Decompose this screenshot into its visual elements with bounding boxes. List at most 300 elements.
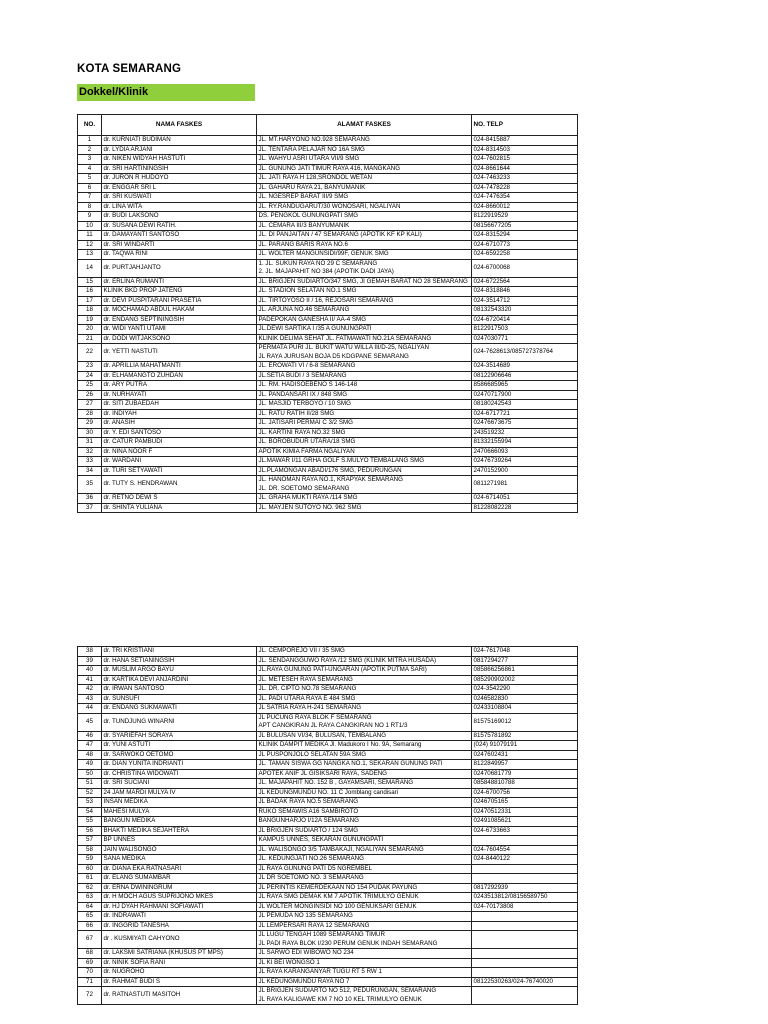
table-row: [78, 145, 578, 155]
cell-nama: dr. TAQWA RINI: [102, 250, 257, 260]
cell-nama: dr. SYARIEFAH SORAYA: [102, 731, 257, 741]
table-row: [78, 826, 578, 836]
alamat-line: JL. TENTARA PELAJAR NO 16A SMG: [258, 145, 365, 153]
cell-telp: 024-6722564: [472, 277, 578, 287]
alamat-line: JL. JATISARI PERMAI C 3/2 SMG: [258, 419, 353, 426]
cell-alamat: [257, 788, 472, 798]
section-subtitle: Dokkel/Klinik: [77, 84, 255, 101]
table-row: [78, 334, 578, 344]
cell-no: 27: [78, 400, 102, 410]
cell-nama: dr. WIDI YANTI UTAMI: [102, 325, 257, 335]
cell-nama: dr. ELHAMANGTO ZUHDAN: [102, 371, 257, 381]
cell-nama: dr. LAKSMI SATRIANA (KHUSUS PT MPS): [102, 949, 257, 959]
cell-telp: 024-6717721: [472, 409, 578, 419]
alamat-line: JL. RM. HADISOEBENO S 146-148: [258, 381, 358, 388]
alamat-line: RUKO SEMAWIS A16 SAMBIROTO: [258, 807, 359, 815]
alamat-line: JL WOLTER MONGINSIDI NO 100 GENUKSARI GENUK: [258, 902, 417, 910]
cell-telp: 0247602431: [472, 750, 578, 760]
table-row: [78, 647, 578, 657]
cell-alamat: [257, 438, 472, 448]
cell-alamat: [257, 666, 472, 676]
cell-nama: dr. LYDIA ARJANI: [102, 145, 257, 155]
cell-alamat: [257, 409, 472, 419]
cell-nama: dr. KARTIKA DEVI ANJARDINI: [102, 675, 257, 685]
cell-no: 21: [78, 334, 102, 344]
alamat-line: JL BRIGJEN SUDIARTO / 124 SMG: [258, 826, 359, 834]
cell-telp: 024-70173808: [472, 902, 578, 912]
alamat-line: JL SATRIA RAYA H-241 SEMARANG: [258, 704, 362, 711]
table-row: [78, 390, 578, 400]
header-no: NO.: [78, 115, 102, 136]
cell-alamat: [257, 750, 472, 760]
cell-telp: 81332155994: [472, 438, 578, 448]
table-row: [78, 174, 578, 184]
cell-nama: dr. ENGGAR SRI L: [102, 183, 257, 193]
cell-alamat: [257, 381, 472, 391]
cell-alamat: [257, 902, 472, 912]
cell-no: 45: [78, 713, 102, 731]
cell-no: 43: [78, 694, 102, 704]
cell-alamat: [257, 277, 472, 287]
cell-no: 39: [78, 656, 102, 666]
alamat-line: JL LUGU TENGAH 1089 SEMARANG TIMUR: [258, 931, 385, 938]
cell-alamat: [257, 457, 472, 467]
cell-nama: dr. IRWAN SANTOSO: [102, 685, 257, 695]
cell-nama: dr. ARY PUTRA: [102, 381, 257, 391]
cell-telp: 024-8415887: [472, 136, 578, 146]
table-row: [78, 855, 578, 865]
alamat-line: JL RAYA JURUSAN BOJA D5 KDGPANE SEMARANG: [258, 352, 409, 360]
alamat-line: JL. MAJAPAHIT NO. 152 B , GAYAMSARI, SEMARANG: [258, 779, 414, 786]
cell-alamat: [257, 221, 472, 231]
cell-telp: 02476739264: [472, 457, 578, 467]
cell-nama: dr. H MOCH AGUS SUPRIJONO MKES: [102, 893, 257, 903]
cell-no: 12: [78, 240, 102, 250]
cell-alamat: [257, 826, 472, 836]
cell-no: 4: [78, 164, 102, 174]
cell-no: 68: [78, 949, 102, 959]
cell-telp: 81575781892: [472, 731, 578, 741]
cell-telp: [472, 931, 578, 949]
cell-telp: 81575169012: [472, 713, 578, 731]
cell-telp: 024-6700756: [472, 788, 578, 798]
cell-nama: BANGUN MEDIKA: [102, 817, 257, 827]
alamat-line: JL. JATI RAYA H 128,SRONDOL WETAN: [258, 174, 372, 181]
cell-nama: dr. DIANA EKA RATNASARI: [102, 864, 257, 874]
cell-alamat: [257, 731, 472, 741]
cell-nama: dr. YUNI ASTUTI: [102, 741, 257, 751]
table-row: [78, 741, 578, 751]
cell-telp: 024-7476354: [472, 193, 578, 203]
table-row: [78, 371, 578, 381]
alamat-line: JL RAYA KARANGANYAR TUGU RT 5 RW 1: [258, 968, 382, 975]
cell-alamat: [257, 344, 472, 362]
cell-no: 52: [78, 788, 102, 798]
alamat-line: JL BULUSAN VI/34, BULUSAN, TEMBALANG: [258, 731, 387, 739]
cell-nama: JAIN WALISONGO: [102, 845, 257, 855]
cell-telp: 08156677205: [472, 221, 578, 231]
cell-telp: 08180242543: [472, 400, 578, 410]
cell-nama: dr. DEVI PUSPITARANI PRASETIA: [102, 296, 257, 306]
cell-alamat: [257, 202, 472, 212]
cell-nama: SANA MEDIKA: [102, 855, 257, 865]
cell-no: 33: [78, 457, 102, 467]
cell-nama: dr. ANASIH: [102, 419, 257, 429]
cell-telp: 0817294277: [472, 656, 578, 666]
cell-alamat: [257, 334, 472, 344]
cell-telp: 243519232: [472, 428, 578, 438]
alamat-line: KAMPUS UNNES, SEKARAN GUNUNGPATI: [258, 836, 384, 843]
table-row: [78, 494, 578, 504]
cell-alamat: [257, 931, 472, 949]
cell-telp: 024-3514689: [472, 362, 578, 372]
cell-telp: 024-6710773: [472, 240, 578, 250]
table-row: [78, 666, 578, 676]
cell-no: 32: [78, 447, 102, 457]
cell-no: 40: [78, 666, 102, 676]
table-row: [78, 164, 578, 174]
table-row: [78, 344, 578, 362]
cell-alamat: [257, 136, 472, 146]
cell-alamat: [257, 400, 472, 410]
cell-alamat: [257, 466, 472, 476]
alamat-line: JL. DR. SOETOMO SEMARANG: [258, 484, 350, 492]
cell-alamat: [257, 977, 472, 987]
cell-no: 10: [78, 221, 102, 231]
cell-telp: [472, 836, 578, 846]
cell-no: 37: [78, 503, 102, 513]
alamat-line: JL. CEMPOREJO VII / 35 SMG: [258, 647, 345, 654]
cell-no: 13: [78, 250, 102, 260]
cell-alamat: [257, 390, 472, 400]
table-row: [78, 325, 578, 335]
alamat-line: JL. DR. CIPTO NO.78 SEMARANG: [258, 685, 357, 692]
cell-telp: 085848810788: [472, 779, 578, 789]
cell-no: 49: [78, 760, 102, 770]
cell-nama: dr. SRI WINDARTI: [102, 240, 257, 250]
cell-nama: dr. KURNIATI BUDIMAN: [102, 136, 257, 146]
cell-nama: dr. YETTI NASTUTI: [102, 344, 257, 362]
cell-alamat: [257, 155, 472, 165]
cell-alamat: [257, 958, 472, 968]
cell-nama: dr. INDIYAH: [102, 409, 257, 419]
alamat-line: JL.MAWAR I/11 GRHA GOLF S.MULYO TEMBALANG SMG: [258, 457, 425, 464]
table-row: [78, 958, 578, 968]
alamat-line: JL. EROWATI VI / 6-8 SEMARANG: [258, 362, 356, 369]
cell-nama: dr. CATUR PAMBUDI: [102, 438, 257, 448]
alamat-line: JL. GUNUNG JATI TIMUR RAYA 416, MANGKANG: [258, 164, 401, 172]
alamat-line: JL.DEWI SARTIKA I /35 A GUNUNGPATI: [258, 325, 372, 332]
cell-nama: dr. Y. EDI SANTOSO: [102, 428, 257, 438]
header-telp: NO. TELP: [472, 115, 578, 136]
cell-alamat: [257, 883, 472, 893]
cell-telp: [472, 912, 578, 922]
alamat-line: JL. GAHARU RAYA 21, BANYUMANIK: [258, 183, 366, 191]
table-row: [78, 836, 578, 846]
cell-nama: dr. INDRAWATI: [102, 912, 257, 922]
alamat-line: JL DR SOETOMO NO. 3 SEMARANG: [258, 874, 364, 881]
cell-no: 29: [78, 419, 102, 429]
cell-nama: dr. JURON R HUDOYO: [102, 174, 257, 184]
alamat-line: APOTEK ANIF JL GISIKSARI RAYA, SADENG: [258, 769, 387, 777]
alamat-line: JL. MT.HARYONO NO.928 SEMARANG: [258, 136, 370, 143]
cell-alamat: [257, 164, 472, 174]
alamat-line: JL. METESEH RAYA SEMARANG: [258, 675, 353, 683]
cell-alamat: [257, 968, 472, 978]
alamat-line: JL. MAYJEN SUTOYO NO. 962 SMG: [258, 503, 362, 511]
alamat-line: JL. RY.RANDUGARUT/30 WONOSARI, NGALIYAN: [258, 202, 401, 210]
cell-nama: dr. CHRISTINA WIDOWATI: [102, 769, 257, 779]
table-row: [78, 315, 578, 325]
cell-telp: 8586685965: [472, 381, 578, 391]
cell-telp: 0817292939: [472, 883, 578, 893]
cell-telp: [472, 968, 578, 978]
table-row: [78, 155, 578, 165]
cell-no: 41: [78, 675, 102, 685]
cell-alamat: [257, 259, 472, 277]
cell-no: 48: [78, 750, 102, 760]
cell-telp: 02476673675: [472, 419, 578, 429]
table-row: [78, 798, 578, 808]
alamat-line: JL. PARANG BARIS RAYA NO.6: [258, 240, 348, 248]
cell-no: 61: [78, 874, 102, 884]
table-row: [78, 931, 578, 949]
table-row: [78, 212, 578, 222]
alamat-line: JL KEDUNGMUNDU RAYA NO 7: [258, 977, 350, 985]
cell-alamat: [257, 921, 472, 931]
table-header-row: [78, 115, 578, 136]
table-row: [78, 231, 578, 241]
cell-nama: dr. SARWOKO OETOMO: [102, 750, 257, 760]
cell-nama: BP UNNES: [102, 836, 257, 846]
cell-telp: 024-8314503: [472, 145, 578, 155]
cell-nama: dr. NIKEN WIDYAH HASTUTI: [102, 155, 257, 165]
table-row: [78, 769, 578, 779]
alamat-line: JL SARWO EDI WIBOWO NO 234: [258, 949, 354, 956]
cell-no: 5: [78, 174, 102, 184]
alamat-line: JL. MASJID TERBOYO / 10 SMG: [258, 400, 351, 407]
alamat-line: JL. SENDANGGUWO RAYA /12 SMG (KLINIK MITRA HUSADA): [258, 656, 437, 664]
cell-no: 30: [78, 428, 102, 438]
cell-alamat: [257, 874, 472, 884]
cell-telp: 024-3514712: [472, 296, 578, 306]
table-row: [78, 893, 578, 903]
table-row: [78, 949, 578, 959]
table-row: [78, 503, 578, 513]
cell-telp: 024-7604554: [472, 845, 578, 855]
cell-no: 9: [78, 212, 102, 222]
alamat-line: JL. TAMAN SISWA GG NANGKA NO.1, SEKARAN GUNUNG PATI: [258, 760, 443, 767]
alamat-line: JL. HANOMAN RAYA NO.1, KRAPYAK SEMARANG: [258, 476, 403, 483]
table-row: [78, 704, 578, 714]
alamat-line: JL BRIGJEN SUDIARTO NO 512, PEDURUNGAN, SEMARANG: [258, 987, 437, 994]
cell-alamat: [257, 362, 472, 372]
cell-no: 72: [78, 987, 102, 1005]
cell-nama: dr. SUNSUFI: [102, 694, 257, 704]
cell-nama: dr. TUTY S. HENDRAWAN: [102, 476, 257, 494]
cell-alamat: [257, 240, 472, 250]
cell-nama: dr. BUDI LAKSONO: [102, 212, 257, 222]
cell-telp: [472, 864, 578, 874]
table-row: [78, 296, 578, 306]
cell-nama: dr. RETNO DEWI S: [102, 494, 257, 504]
cell-alamat: [257, 855, 472, 865]
cell-nama: dr. SRI KUSWATI: [102, 193, 257, 203]
table-row: [78, 750, 578, 760]
cell-telp: 08132543320: [472, 306, 578, 316]
cell-alamat: [257, 494, 472, 504]
table-row: [78, 277, 578, 287]
table-row: [78, 428, 578, 438]
cell-telp: [472, 958, 578, 968]
cell-no: 15: [78, 277, 102, 287]
cell-no: 22: [78, 344, 102, 362]
cell-no: 36: [78, 494, 102, 504]
cell-nama: dr. TUNDJUNG WINARNI: [102, 713, 257, 731]
cell-telp: 085290902002: [472, 675, 578, 685]
alamat-line: KLINIK DELIMA SEHAT JL. FATMAWATI NO.21A SEMARANG: [258, 334, 432, 342]
table-row: [78, 221, 578, 231]
cell-no: 71: [78, 977, 102, 987]
cell-telp: 024-8315294: [472, 231, 578, 241]
alamat-line: JL. KEDUNGJATI NO.26 SEMARANG: [258, 855, 364, 862]
table-row: [78, 713, 578, 731]
cell-telp: 02470681779: [472, 769, 578, 779]
cell-telp: 024-7602815: [472, 155, 578, 165]
table-row: [78, 447, 578, 457]
cell-no: 28: [78, 409, 102, 419]
alamat-line: JL. STADION SELATAN NO.1 SMG: [258, 287, 357, 294]
cell-no: 19: [78, 315, 102, 325]
cell-alamat: [257, 231, 472, 241]
alamat-line: JL RAYA GUNUNG PATI D5 NGREMBEL: [258, 864, 372, 872]
cell-no: 54: [78, 807, 102, 817]
cell-telp: 08122906646: [472, 371, 578, 381]
cell-no: 46: [78, 731, 102, 741]
alamat-line: JL.SETIA BUDI / 3 SEMARANG: [258, 371, 347, 379]
cell-telp: 024-6592258: [472, 250, 578, 260]
cell-no: 58: [78, 845, 102, 855]
cell-alamat: [257, 760, 472, 770]
alamat-line: JL. CEMARA III/3 BANYUMANIK: [258, 221, 350, 229]
cell-no: 25: [78, 381, 102, 391]
cell-nama: dr. ELANG SUMAMBAR: [102, 874, 257, 884]
cell-nama: dr. NINA NOOR F: [102, 447, 257, 457]
cell-alamat: [257, 145, 472, 155]
table-row: [78, 193, 578, 203]
cell-nama: dr. ERNA DWININGRUM: [102, 883, 257, 893]
cell-no: 65: [78, 912, 102, 922]
cell-no: 60: [78, 864, 102, 874]
alamat-line: JL.PLAMONGAN ABADI/176 SMG, PEDURUNGAN: [258, 466, 402, 474]
cell-alamat: [257, 685, 472, 695]
cell-nama: dr. ENDANG SUKMAWATI: [102, 704, 257, 714]
cell-nama: dr. ENDANG SEPTININGSIH: [102, 315, 257, 325]
alamat-line: JL. TIRTOYOSO II / 16, REJOSARI SEMARANG: [258, 296, 394, 304]
cell-no: 16: [78, 287, 102, 297]
cell-no: 34: [78, 466, 102, 476]
cell-nama: dr . KUSMIYATI CAHYONO: [102, 931, 257, 949]
cell-no: 42: [78, 685, 102, 695]
cell-no: 3: [78, 155, 102, 165]
table-row: [78, 902, 578, 912]
cell-telp: 024-7478228: [472, 183, 578, 193]
cell-alamat: [257, 315, 472, 325]
cell-no: 66: [78, 921, 102, 931]
cell-no: 2: [78, 145, 102, 155]
table-row: [78, 807, 578, 817]
cell-no: 55: [78, 817, 102, 827]
cell-alamat: [257, 503, 472, 513]
table-row: [78, 250, 578, 260]
header-nama: NAMA FASKES: [102, 115, 257, 136]
cell-no: 20: [78, 325, 102, 335]
cell-alamat: [257, 325, 472, 335]
table-row: [78, 259, 578, 277]
table-row: [78, 685, 578, 695]
alamat-line: JL. DI PANJAITAN / 47 SEMARANG (APOTIK KF KP KALI): [258, 231, 422, 238]
cell-alamat: [257, 675, 472, 685]
cell-alamat: [257, 836, 472, 846]
cell-no: 7: [78, 193, 102, 203]
cell-alamat: [257, 371, 472, 381]
table-row: [78, 457, 578, 467]
alamat-line: JL LEMPERSARI RAYA 12 SEMARANG: [258, 921, 370, 929]
cell-alamat: [257, 183, 472, 193]
cell-no: 59: [78, 855, 102, 865]
cell-nama: dr. SRI SUCIANI: [102, 779, 257, 789]
alamat-line: JL PUSPONJOLO SELATAN 59A SMG: [258, 750, 367, 758]
alamat-line: 2. JL. MAJAPAHIT NO 384 (APOTIK DADI JAYA): [258, 268, 394, 275]
cell-no: 51: [78, 779, 102, 789]
cell-nama: dr. DAMAYANTI SANTOSO: [102, 231, 257, 241]
cell-nama: 24 JAM MARDI MULYA IV: [102, 788, 257, 798]
cell-alamat: [257, 893, 472, 903]
alamat-line: PADEPOKAN GANESHA II/ AA-4 SMG: [258, 315, 367, 323]
table-row: [78, 656, 578, 666]
table-row: [78, 240, 578, 250]
alamat-line: KLINIK DAMPIT MEDIKA Jl. Madukoro I No. 9A, Semarang: [258, 741, 422, 748]
cell-alamat: [257, 798, 472, 808]
cell-no: 14: [78, 259, 102, 277]
cell-alamat: [257, 741, 472, 751]
cell-alamat: [257, 419, 472, 429]
cell-telp: 024-6733663: [472, 826, 578, 836]
cell-alamat: [257, 704, 472, 714]
table-row: [78, 136, 578, 146]
table-row: [78, 883, 578, 893]
cell-alamat: [257, 287, 472, 297]
cell-alamat: [257, 174, 472, 184]
cell-nama: dr. ERLINA RUMANTI: [102, 277, 257, 287]
cell-no: 57: [78, 836, 102, 846]
cell-alamat: [257, 250, 472, 260]
cell-no: 50: [78, 769, 102, 779]
alamat-line: DS. PENGKOL GUNUNGPATI SMG: [258, 212, 359, 219]
alamat-line: JL RAYA KALIGAWE KM 7 NO 10 KEL TRIMULYO GENUK: [258, 995, 422, 1003]
cell-no: 64: [78, 902, 102, 912]
cell-no: 17: [78, 296, 102, 306]
alamat-line: JL PUCUNG RAYA BLOK F SEMARANG: [258, 713, 372, 721]
alamat-line: 1. JL. SUKUN RAYA NO 29 C SEMARANG: [258, 259, 378, 267]
cell-nama: dr. TURI SETYAWATI: [102, 466, 257, 476]
cell-nama: dr. DODI WITJAKSONO: [102, 334, 257, 344]
table-row: [78, 438, 578, 448]
cell-telp: 024-8660012: [472, 202, 578, 212]
alamat-line: JL. NGESREP BARAT III/9 SMG: [258, 193, 349, 200]
cell-telp: 02470512331: [472, 807, 578, 817]
alamat-line: JL RAYA SMG DEMAK KM 7 APOTIK TRIMULYO GENUK: [258, 893, 419, 900]
